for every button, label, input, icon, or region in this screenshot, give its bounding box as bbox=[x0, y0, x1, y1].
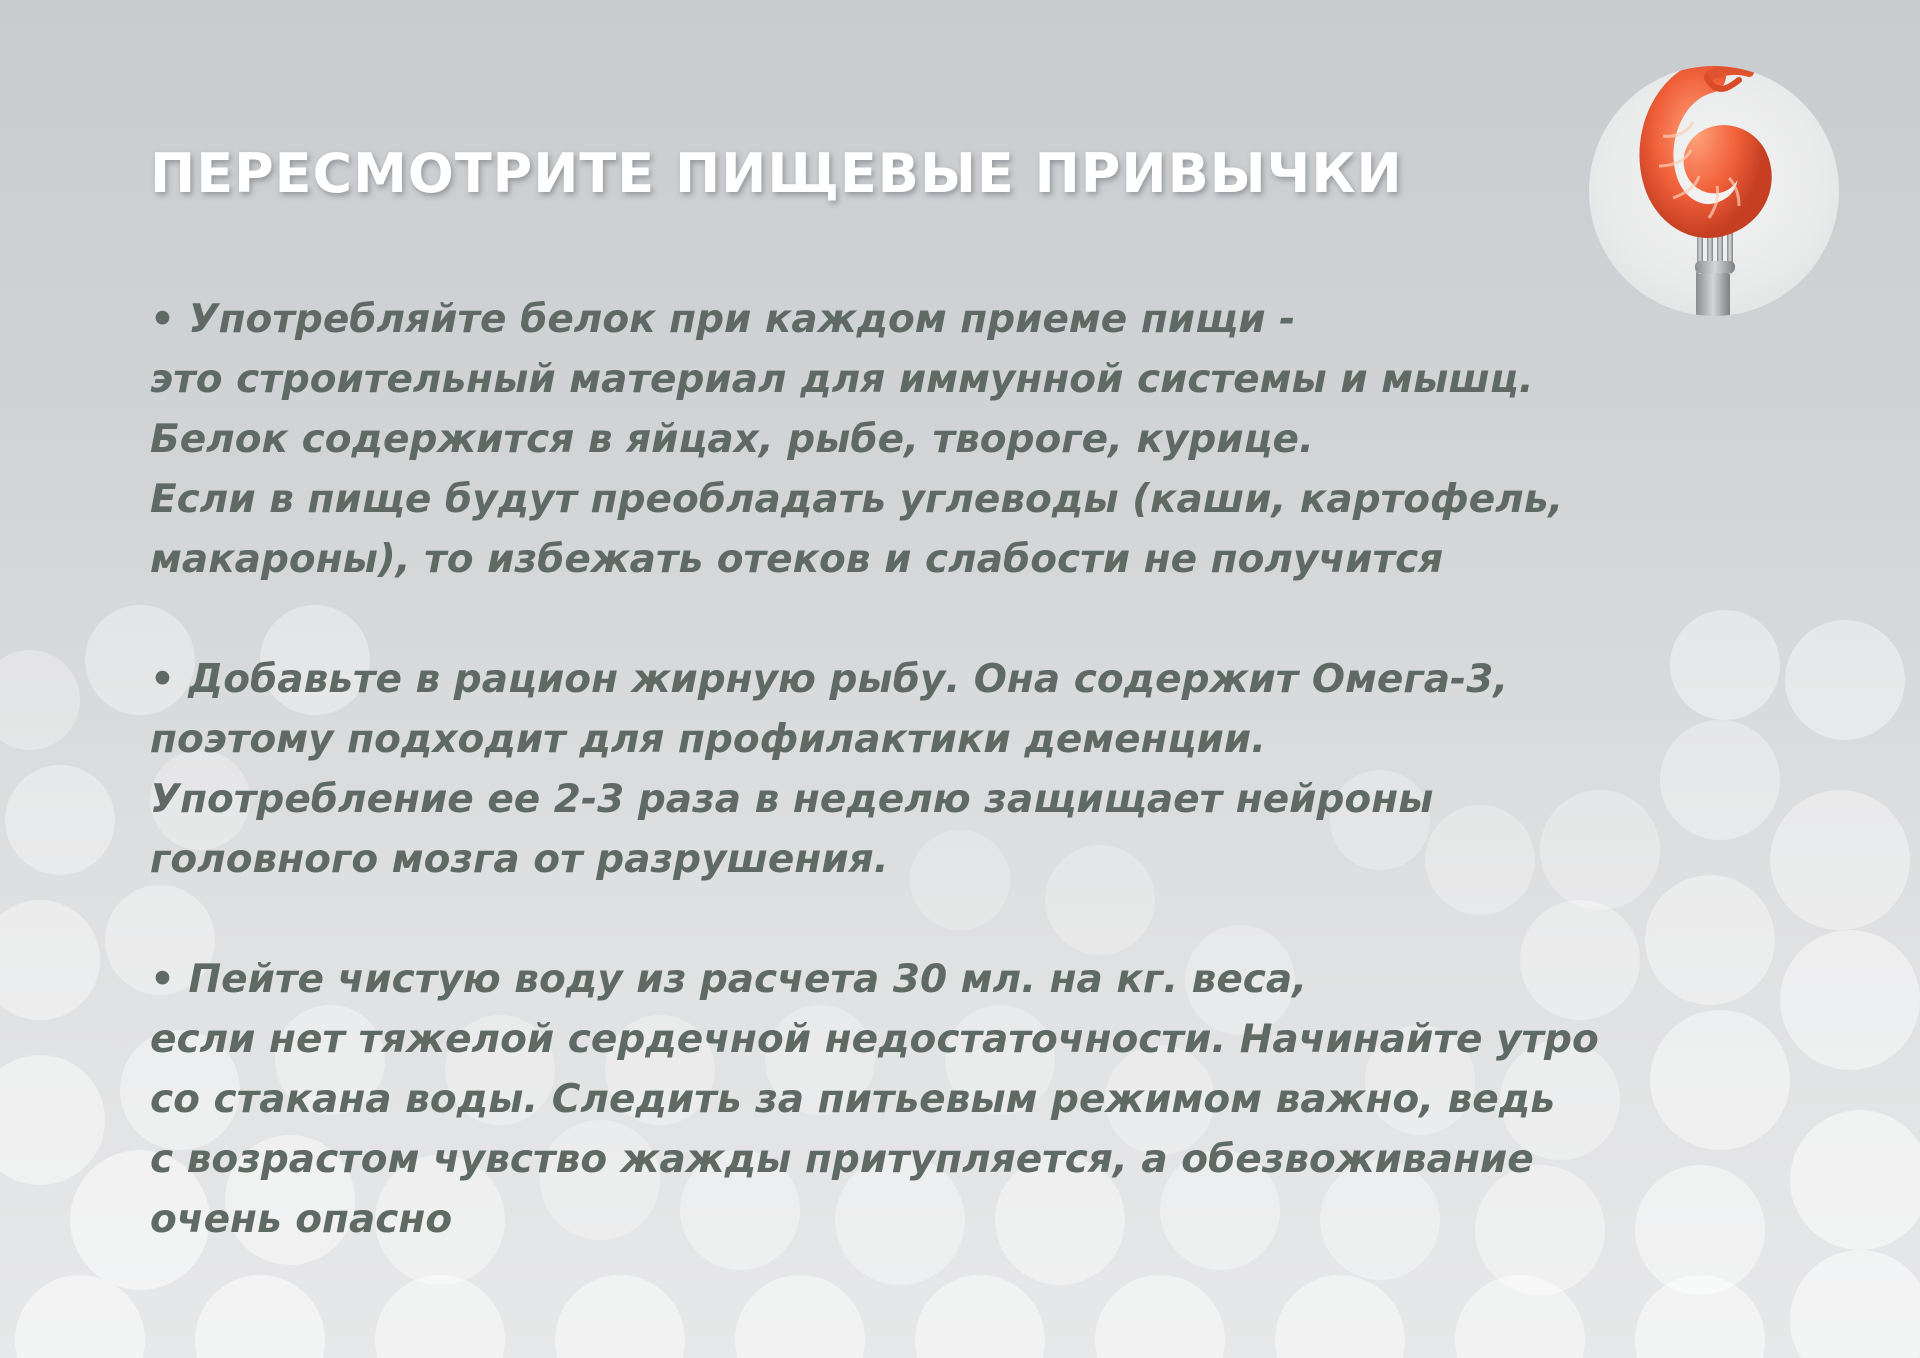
text-line: если нет тяжелой сердечной недостаточности. Начинайте утро bbox=[150, 1017, 1599, 1062]
tips-text bbox=[150, 290, 1790, 1310]
text-line: головного мозга от разрушения. bbox=[150, 837, 889, 882]
tip-fish bbox=[150, 650, 1790, 890]
text-line: это строительный материал для иммунной системы и мышц. bbox=[150, 357, 1534, 402]
text-line: со стакана воды. Следить за питьевым режимом важно, ведь bbox=[150, 1077, 1555, 1122]
text-line: Употребление ее 2-3 раза в неделю защищает нейроны bbox=[150, 777, 1434, 822]
tip-protein bbox=[150, 290, 1790, 590]
text-line: Если в пище будут преобладать углеводы (каши, картофель, bbox=[150, 477, 1564, 522]
page-title: ПЕРЕСМОТРИТЕ ПИЩЕВЫЕ ПРИВЫЧКИ bbox=[150, 142, 1403, 205]
text-line: с возрастом чувство жажды притупляется, а обезвоживание bbox=[150, 1137, 1534, 1182]
text-line: • Употребляйте белок при каждом приеме пищи - bbox=[150, 297, 1296, 342]
text-line: очень опасно bbox=[150, 1197, 453, 1242]
shrimp-on-fork-icon bbox=[1589, 66, 1839, 316]
text-line: макароны), то избежать отеков и слабости не получится bbox=[150, 537, 1444, 582]
text-line: поэтому подходит для профилактики деменции. bbox=[150, 717, 1266, 762]
tip-water bbox=[150, 950, 1790, 1250]
text-line: • Добавьте в рацион жирную рыбу. Она содержит Омега-3, bbox=[150, 657, 1509, 702]
text-line: • Пейте чистую воду из расчета 30 мл. на кг. веса, bbox=[150, 957, 1308, 1002]
text-line: Белок содержится в яйцах, рыбе, твороге, курице. bbox=[150, 417, 1314, 462]
shrimp-photo bbox=[1589, 66, 1839, 316]
